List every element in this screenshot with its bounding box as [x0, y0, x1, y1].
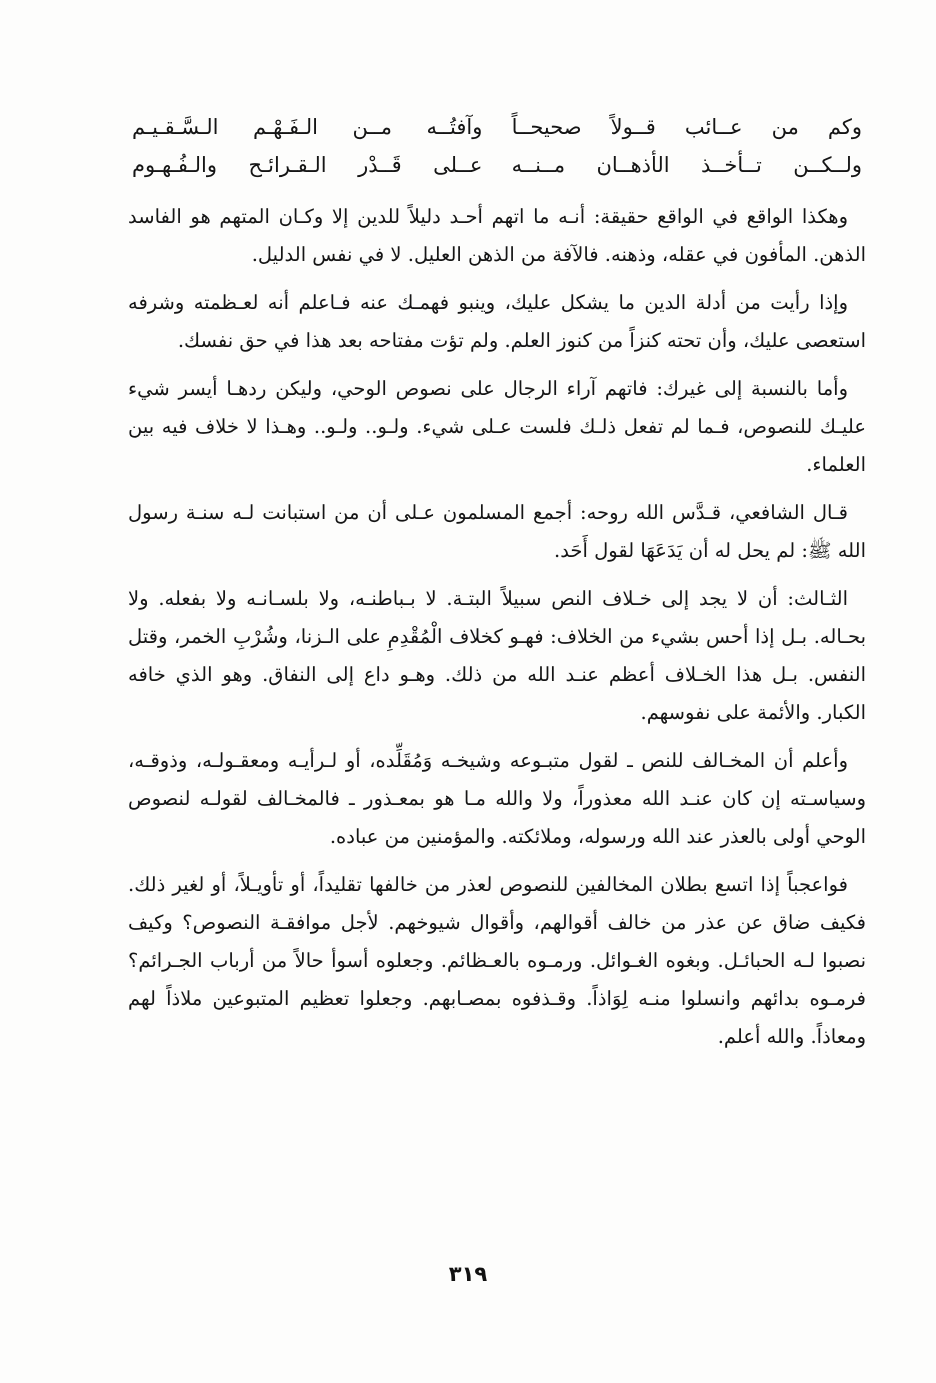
poetry-verse: [128, 108, 866, 184]
page-body: [128, 108, 866, 1066]
verse-2-first-hemistich: ولــكــن تــأخــذ الأذهــان مــنــه: [511, 153, 862, 177]
paragraph-opponent: وأعلم أن المخـالف للنص ـ لقول متبـوعه وشيخـه وَمُقَلِّده، أو لـرأيـه ومعقـولـه، وذوقـه، وسياسـته إن كان عنـد الله معذوراً، ولا والله مـا هو بمعـذور ـ فالمخـالف لقولـه لنصوص الوحي أولى بالعذر عند الله ورسوله، وملائكته. والمؤمنين من عباده.: [128, 749, 866, 848]
verse-1-first-hemistich: وكم من عــائب قــولاً صحيحــاً: [511, 115, 862, 139]
paragraph-wonder: فواعجباً إذا اتسع بطلان المخالفين للنصوص لعذر من خالفها تقليداً، أو تأويـلاً، أو لغير ذلك. فكيف ضاق عن عذر من خالف أقوالهم، وأقوال شيوخهم. لأجل موافقـة النصوص؟ وكيف نصبوا لـه الحبائـل. وبغوه الغـوائل. ورمـوه بالعـظائم. وجعلوه أسوأ حالاً من أرباب الجـرائم؟ فرمـوه بدائهم وانسلوا منـه لِوَاذاً. وقـذفوه بمصـابهم. وجعلوا تعظيم المتبوعين ملاذاً لهم ومعاذاً. والله أعلم.: [128, 873, 866, 1048]
paragraph-third: الثـالث: أن لا يجد إلى خـلاف النص سبيلاً البتـة. لا بـباطنـه، ولا بلسـانـه ولا بفعله. ولا بحـاله. بـل إذا أحس بشيء من الخلاف: فهـو كخلاف الْمُقْدِمِ على الـزنا، وشُرْبِ الخمر، وقتل النفس. بـل هذا الخـلاف أعظم عنـد الله من ذلك. وهـو داع إلى النفاق. وهو الذي خافه الكبار. والأئمة على نفوسهم.: [128, 587, 866, 724]
paragraph-others: وأما بالنسبة إلى غيرك: فاتهم آراء الرجال على نصوص الوحي، وليكن ردهـا أيسر شيء عليـك للنصوص، فـما لم تفعل ذلـك فلست عـلى شيء. ولـو.. ولـو.. وهـذا لا خلاف فيه بين العلماء.: [128, 377, 866, 476]
verse-line-2: [132, 146, 862, 184]
verse-line-1: [132, 108, 862, 146]
page-number: ٣١٩: [448, 1262, 488, 1286]
paragraph-shafii: قـال الشافعي، قـدَّس الله روحه: أجمع المسلمون عـلى أن من استبانت لـه سنـة رسول الله ﷺ: لم يحل له أن يَدَعَهَا لقول أَحَد.: [128, 501, 866, 562]
paragraph-evidence: وإذا رأيت من أدلة الدين ما يشكل عليك، وينبو فهمـك عنه فـاعلم أنه لعـظمته وشرفه استعصى عليك، وأن تحته كنزاً من كنوز العلم. ولم تؤت مفتاحه بعد هذا في حق نفسك.: [128, 291, 866, 352]
verse-2-second-hemistich: عــلى قَــدْر الـقـرائـح والـفُـهـوم: [132, 153, 483, 177]
verse-1-second-hemistich: وآفتُــه مــن الـفَـهْـم الـسَّـقـيـم: [132, 115, 483, 139]
paragraph-reality: وهكذا الواقع في الواقع حقيقة: أنـه ما اتهم أحـد دليلاً للدين إلا وكـان المتهم هو الفاسد الذهن. المأفون في عقله، وذهنه. فالآفة من الذهن العليل. لا في نفس الدليل.: [128, 205, 866, 266]
